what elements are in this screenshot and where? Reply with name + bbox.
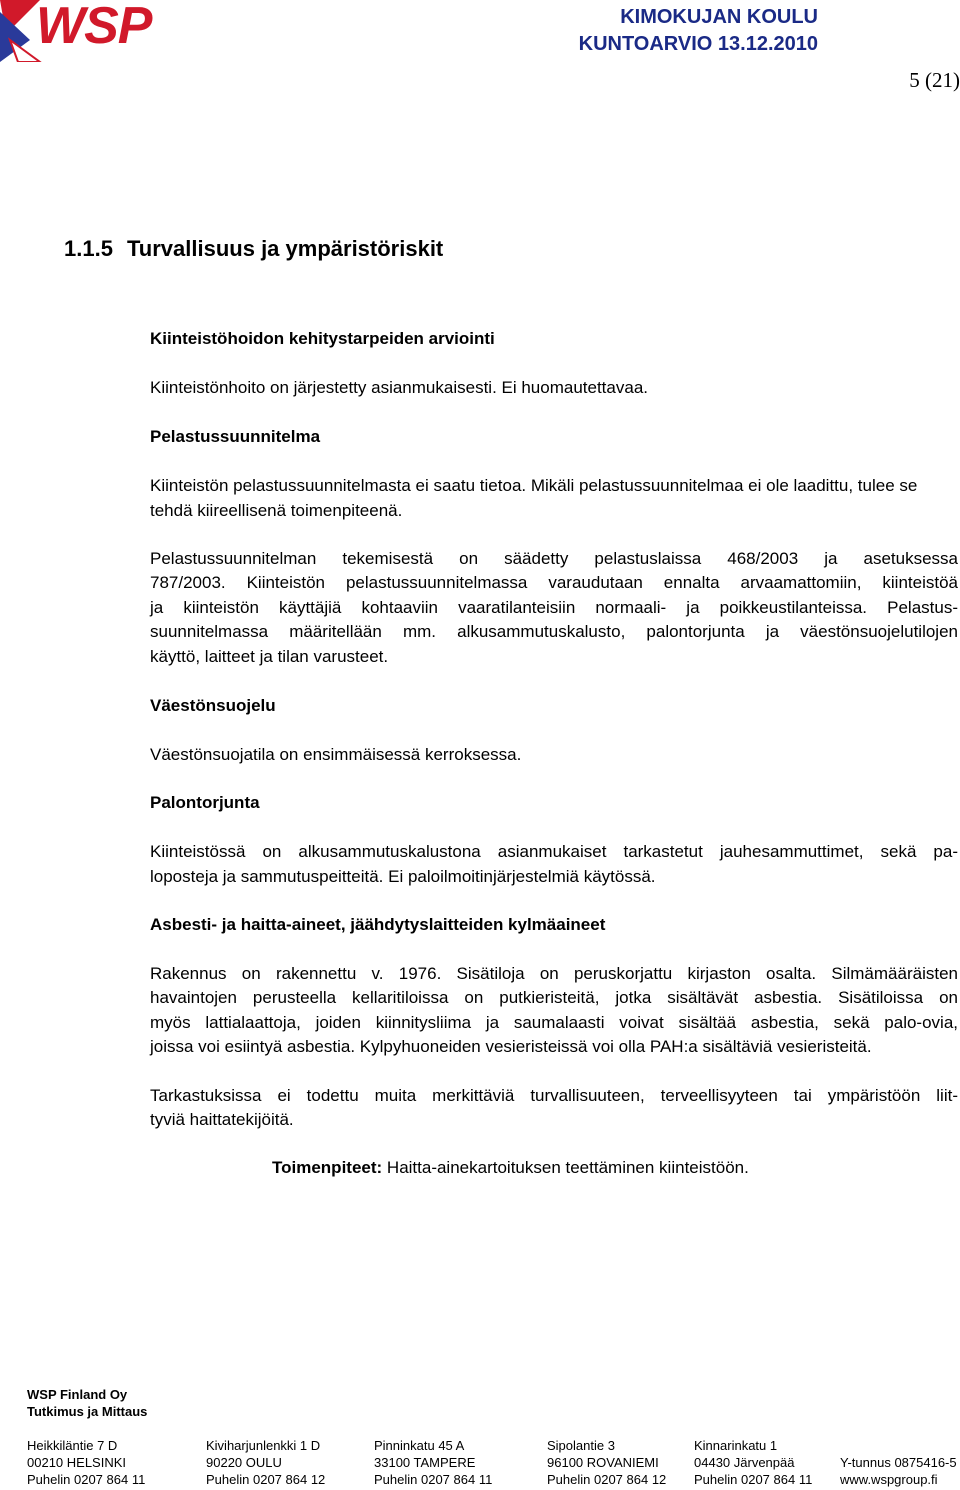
- footer-office-street: Kinnarinkatu 1: [694, 1438, 778, 1453]
- footer-company: WSP Finland Oy: [27, 1387, 128, 1402]
- paragraph-rescue-plan-status: Kiinteistön pelastussuunnitelmasta ei saatu tietoa. Mikäli pelastussuunnitelmaa ei ole laadittu, tulee se tehdä kiireellisenä toimenpiteenä.: [150, 476, 918, 520]
- section-title-text: Turvallisuus ja ympäristöriskit: [127, 236, 444, 261]
- paragraph-rescue-law-line-3: ja kiinteistön käyttäjiä kohtaaviin vaaratilanteisiin normaali- ja poikkeustilanteissa. Pelastus-: [150, 598, 958, 617]
- paragraph-asbestos-line-2: havaintojen perusteella kellaritiloissa on putkieristeitä, jotka sisältävät asbestia. Sisätiloissa on: [150, 988, 958, 1007]
- document-subtitle: KUNTOARVIO 13.12.2010: [578, 33, 818, 55]
- subheading-hazardous-materials: Asbesti- ja haitta-aineet, jäähdytyslaitteiden kylmäaineet: [150, 915, 606, 934]
- paragraph-rescue-law-line-2: 787/2003. Kiinteistön pelastussuunnitelmassa varaudutaan ennalta arvaamattomiin, kiinteistöä: [150, 573, 958, 592]
- paragraph-inspection-line-1: Tarkastuksissa ei todettu muita merkittäviä turvallisuuteen, terveellisyyteen tai ympäristöön liit-: [150, 1086, 958, 1105]
- logo-wordmark: WSP: [36, 0, 152, 55]
- footer-office-street: Heikkiläntie 7 D: [27, 1438, 118, 1453]
- footer-office-city: 90220 OULU: [206, 1455, 282, 1470]
- action-statement: [272, 1156, 749, 1181]
- footer-office-phone: Puhelin 0207 864 12: [547, 1472, 667, 1487]
- paragraph-inspection-line-2: tyviä haittatekijöitä.: [150, 1110, 294, 1129]
- paragraph-maintenance: Kiinteistönhoito on järjestetty asianmukaisesti. Ei huomautettavaa.: [150, 378, 648, 397]
- paragraph-fire-protection-line-2: loposteja ja sammutuspeitteitä. Ei paloilmoitinjärjestelmiä käytössä.: [150, 867, 656, 886]
- footer-office-city: 33100 TAMPERE: [374, 1455, 476, 1470]
- paragraph-rescue-law-line-4: suunnitelmassa määritellään mm. alkusammutuskalusto, palontorjunta ja väestönsuojelutilojen: [150, 622, 958, 641]
- wsp-logo: [0, 0, 195, 62]
- footer-office-phone: Puhelin 0207 864 11: [694, 1472, 813, 1487]
- subheading-rescue-plan: Pelastussuunnitelma: [150, 427, 321, 446]
- page-number: 5 (21): [909, 68, 960, 92]
- subheading-maintenance: Kiinteistöhoidon kehitystarpeiden arviointi: [150, 329, 495, 348]
- subheading-civil-defence: Väestönsuojelu: [150, 696, 276, 715]
- paragraph-rescue-law-line-5: käyttö, laitteet ja tilan varusteet.: [150, 647, 389, 666]
- paragraph-civil-defence: Väestönsuojatila on ensimmäisessä kerroksessa.: [150, 745, 522, 764]
- footer-business-id: Y-tunnus 0875416-5: [840, 1455, 957, 1470]
- footer-division: Tutkimus ja Mittaus: [27, 1404, 148, 1419]
- paragraph-asbestos-line-3: myös lattialaattoja, joiden kiinnitysliima ja saumalaasti voivat sisältää asbestia, sekä palo-ovia,: [150, 1013, 958, 1032]
- footer-office-phone: Puhelin 0207 864 11: [27, 1472, 146, 1487]
- subheading-fire-protection: Palontorjunta: [150, 793, 260, 812]
- paragraph-fire-protection-line-1: Kiinteistössä on alkusammutuskalustona asianmukaiset tarkastetut jauhesammuttimet, sekä pa-: [150, 842, 958, 861]
- paragraph-rescue-law-line-1: Pelastussuunnitelman tekemisestä on säädetty pelastuslaissa 468/2003 ja asetuksessa: [150, 549, 958, 568]
- footer-office-phone: Puhelin 0207 864 12: [206, 1472, 326, 1487]
- footer-office-phone: Puhelin 0207 864 11: [374, 1472, 493, 1487]
- action-text: Haitta-ainekartoituksen teettäminen kiinteistöön.: [382, 1158, 749, 1177]
- footer-office-city: 96100 ROVANIEMI: [547, 1455, 659, 1470]
- section-heading: [64, 236, 443, 262]
- footer-office-street: Sipolantie 3: [547, 1438, 615, 1453]
- footer-office-city: 04430 Järvenpää: [694, 1455, 795, 1470]
- footer-office-street: Kiviharjunlenkki 1 D: [206, 1438, 321, 1453]
- document-title: KIMOKUJAN KOULU: [620, 6, 818, 28]
- footer-office-city: 00210 HELSINKI: [27, 1455, 127, 1470]
- action-label: Toimenpiteet:: [272, 1158, 383, 1177]
- paragraph-asbestos-line-1: Rakennus on rakennettu v. 1976. Sisätiloja on peruskorjattu kirjaston osalta. Silmämääräisten: [150, 964, 958, 983]
- footer-website: www.wspgroup.fi: [840, 1472, 938, 1487]
- section-number: 1.1.5: [64, 236, 113, 261]
- footer-office-street: Pinninkatu 45 A: [374, 1438, 465, 1453]
- paragraph-asbestos-line-4: joissa voi esiintyä asbestia. Kylpyhuoneiden vesieristeissä voi olla PAH:a sisältäviä vesieristeitä.: [150, 1037, 872, 1056]
